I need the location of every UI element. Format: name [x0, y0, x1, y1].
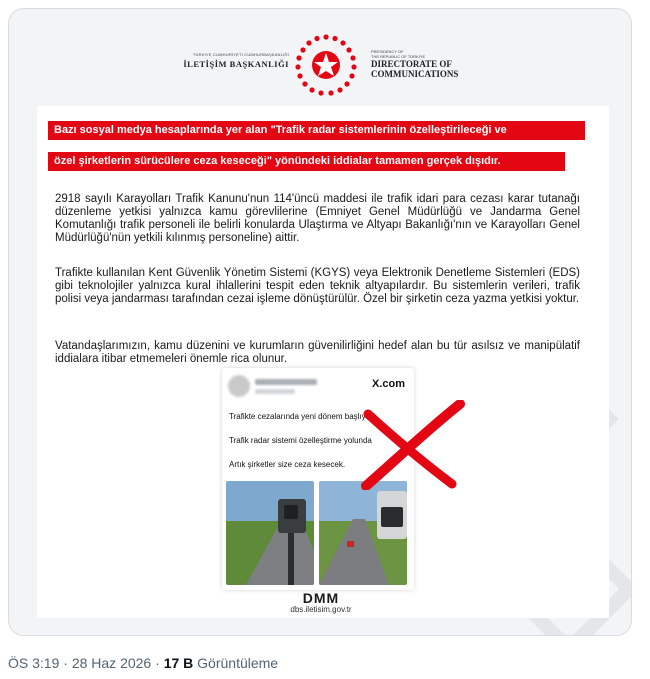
dmm-url: dbs.iletisim.gov.tr: [290, 605, 352, 614]
paragraph-text: Trafikte kullanılan Kent Güvenlik Yönetim Sistemi (KGYS) veya Elektronik Denetleme Sistemleri (EDS) gibi teknolojiler yalnızca kural ihlallerini tespit eden teknik altyapılardır. Bu sistemlerin verileri, trafik polisi veya jandarması tarafından cezai işleme dönüştürülür. Özel bir şirketin ceza yazma yetkisi yoktur.: [55, 267, 580, 305]
org-tr-title: İLETİŞİM BAŞKANLIĞI: [183, 59, 289, 69]
paragraph-text: 2918 sayılı Karayolları Trafik Kanunu'nun 114'üncü maddesi ile trafik idari para cezası karar tutanağı düzenleme yetkisi yalnızca kamu görevlilerine (Emniyet Genel Müdürlüğü ve Jandarma Genel Komutanlığı trafik personeli ile belirli konularda Ulaştırma ve Altyapı Bakanlığı'nın ve Karayolları Genel Müdürlüğü'nün yetkili kılınmış personeline) aittir.: [55, 193, 580, 244]
paragraph-text: Vatandaşlarımızın, kamu düzenini ve kurumların güvenilirliğini hedef alan bu tür asılsız ve manipülatif iddialara itibar etmemeleri önemle rica olunur.: [55, 340, 580, 365]
letterhead: [9, 27, 631, 97]
view-count-label: Görüntüleme: [193, 655, 279, 671]
tweet-meta: [8, 655, 278, 671]
post-text-line-2: Trafik radar sistemi özelleştirme yolunda: [229, 436, 372, 445]
org-name-english: [371, 49, 521, 79]
tweet-date[interactable]: 28 Haz 2026: [71, 655, 152, 671]
blurred-account-name: [255, 379, 317, 385]
statement-paragraph-3: [55, 340, 580, 366]
red-x-cross-icon: [360, 400, 465, 490]
org-en-subtitle-2: THE REPUBLIC OF TÜRKİYE: [371, 54, 426, 59]
dmm-footer-logo: [276, 591, 366, 615]
org-en-title-1: DIRECTORATE OF: [371, 59, 452, 69]
radar-photo-left: [226, 481, 314, 585]
org-tr-subtitle: TÜRKİYE CUMHURİYETİ CUMHURBAŞKANLIĞI: [192, 52, 289, 57]
org-name-turkish: [139, 52, 289, 69]
blurred-account-handle: [255, 389, 295, 394]
tweet-time[interactable]: ÖS 3:19: [8, 655, 60, 671]
statement-paragraph-2: [55, 267, 580, 306]
headline-banner-line-2: özel şirketlerin sürücülere ceza keseceği" yönündeki iddialar tamamen gerçek dışıdır.: [48, 152, 565, 171]
meta-separator: ·: [59, 655, 72, 671]
post-text-line-3: Artık şirketler size ceza kesecek.: [229, 460, 346, 469]
meta-separator: ·: [151, 655, 164, 671]
view-count: 17 B: [163, 655, 194, 671]
blurred-avatar: [228, 375, 250, 397]
radar-photo-right: [319, 481, 407, 585]
org-en-subtitle-1: PRESIDENCY OF: [371, 49, 404, 54]
org-en-title-2: COMMUNICATIONS: [371, 69, 459, 79]
dmm-logo-text: DMM: [302, 590, 340, 606]
presidential-emblem-icon: [294, 33, 358, 97]
x-logo-label: X.com: [371, 378, 405, 390]
statement-paragraph-1: [55, 193, 580, 245]
post-text-line-1: Trafikte cezalarında yeni dönem başlıyor!: [229, 412, 375, 421]
headline-banner-line-1: Bazı sosyal medya hesaplarında yer alan "Trafik radar sistemlerinin özelleştirileceği ve: [48, 121, 585, 140]
